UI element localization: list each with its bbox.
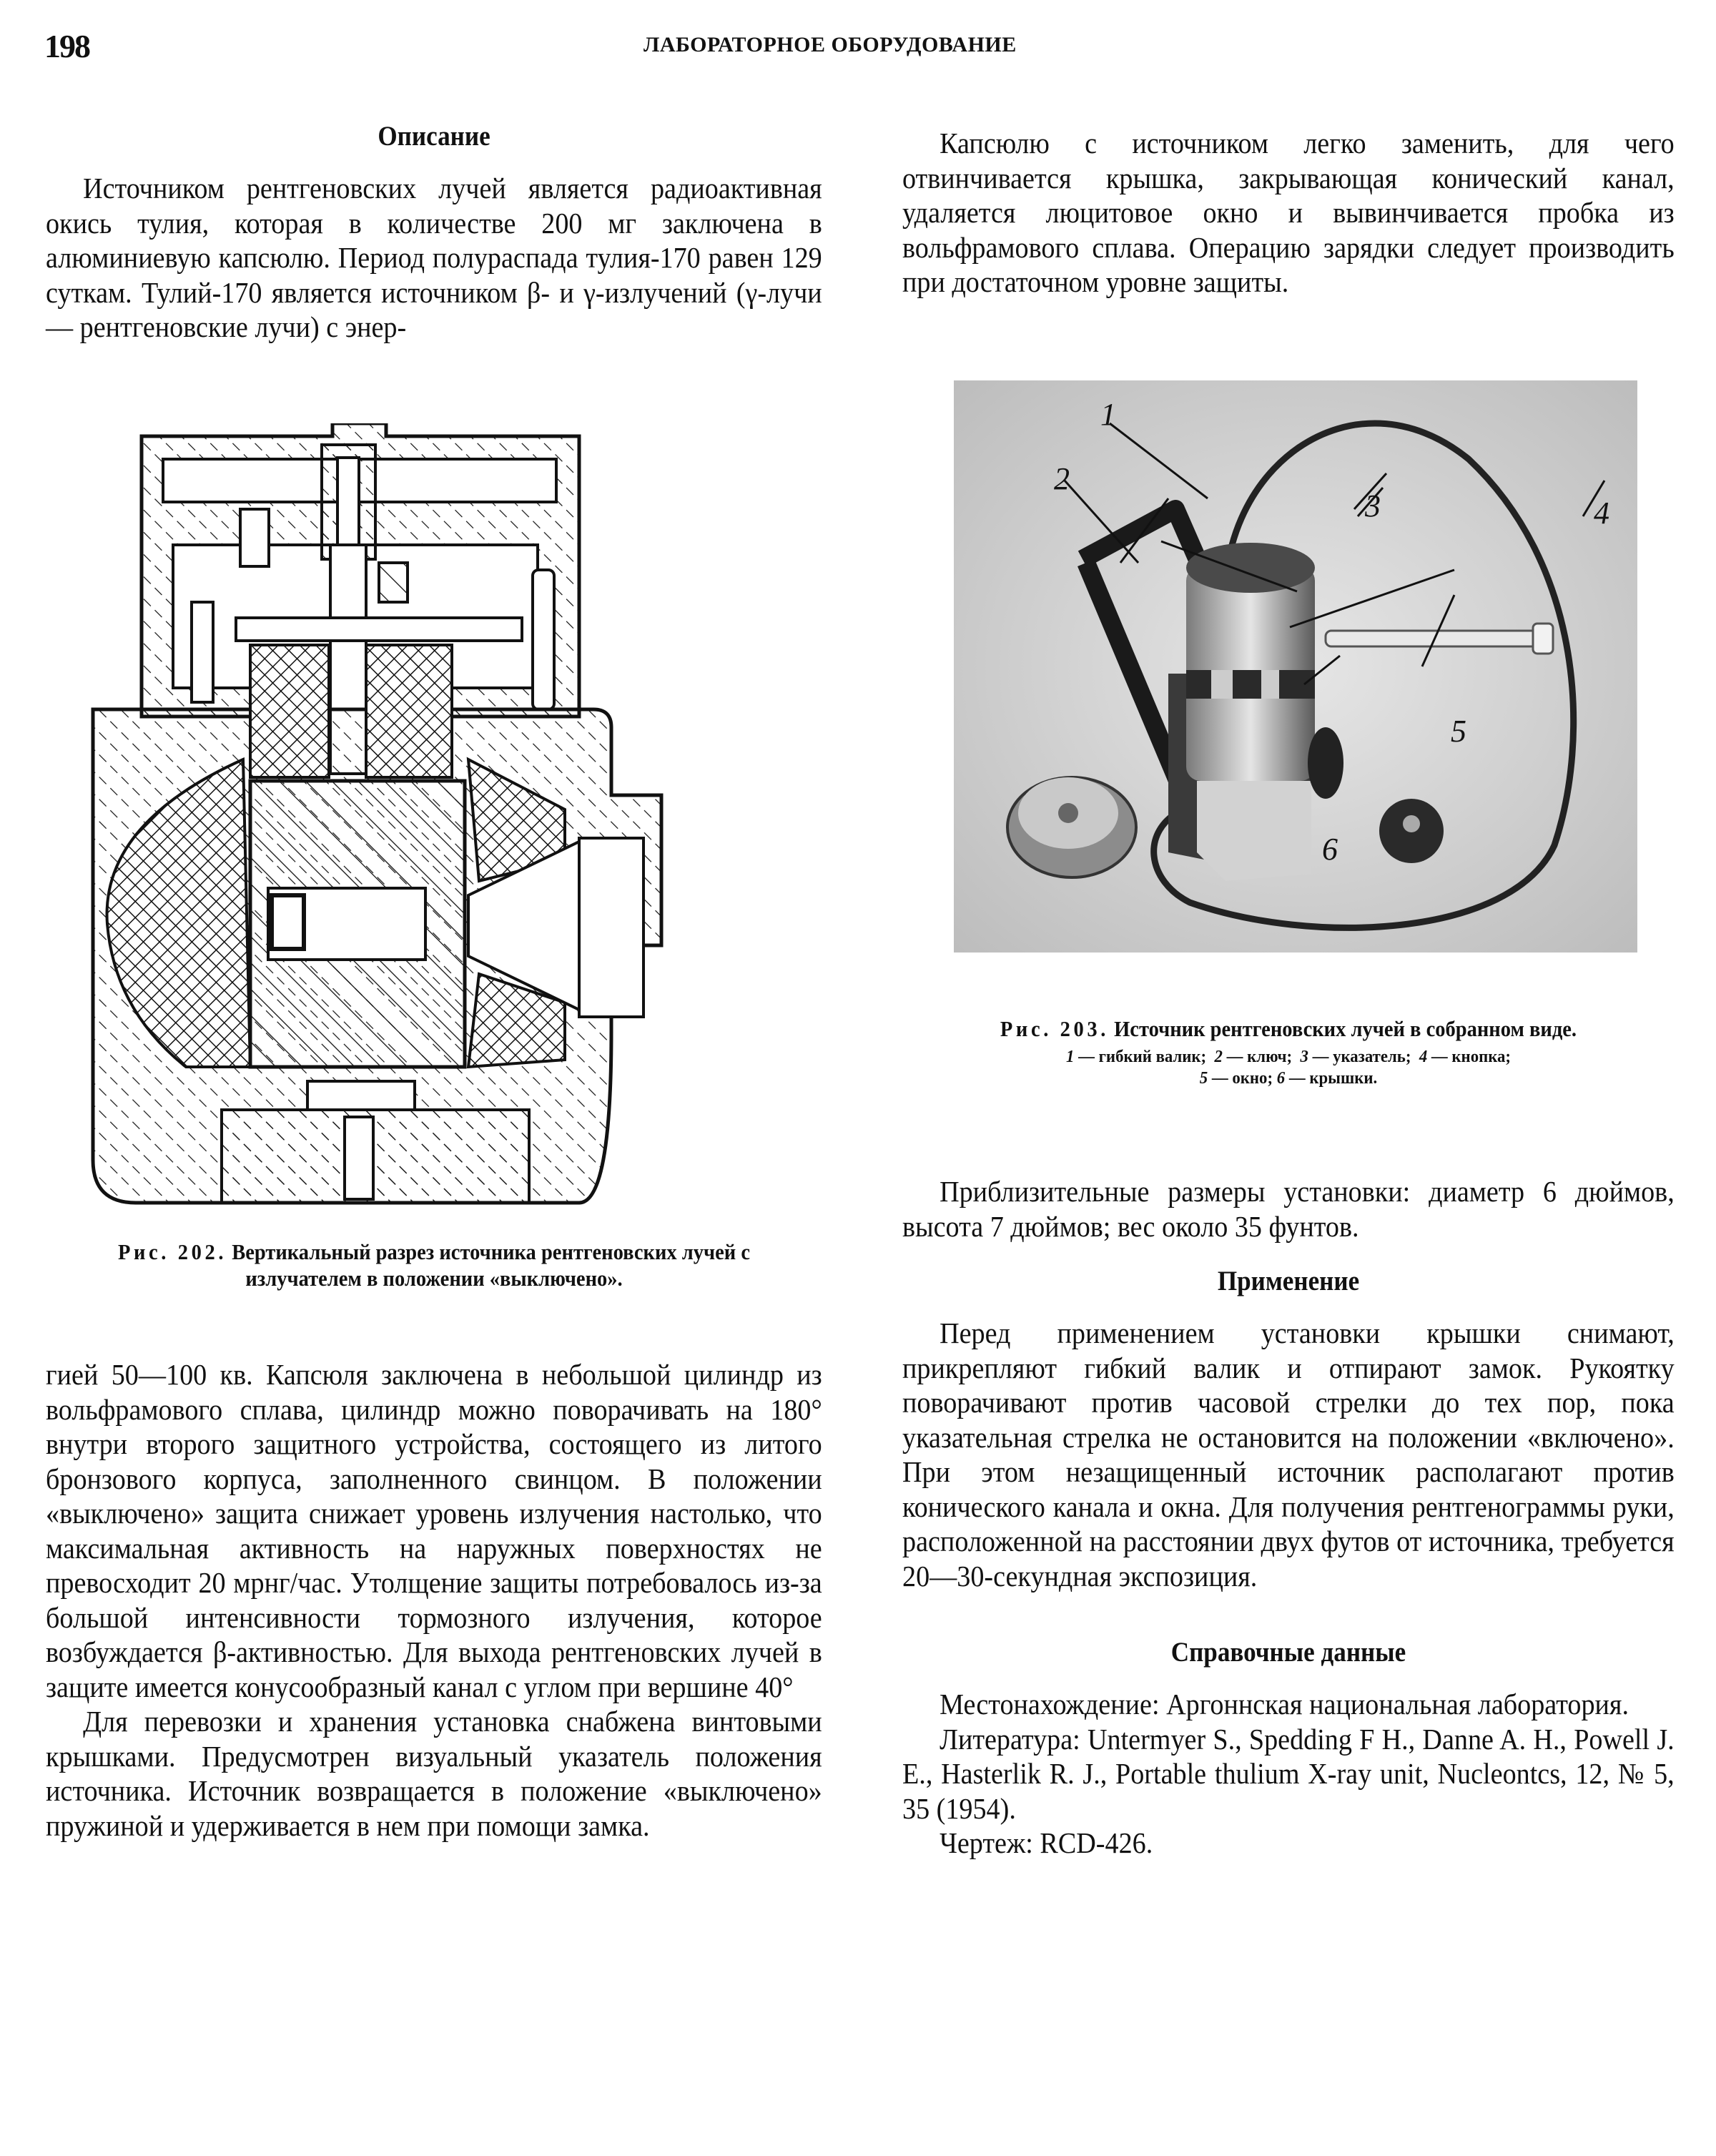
figure-203-caption-text: Источник рентгеновских лучей в собранном виде. (1114, 1016, 1577, 1041)
page-number: 198 (44, 28, 89, 64)
left-column-bottom (46, 1357, 822, 1843)
figure-202-label: Рис. 202. (117, 1239, 227, 1264)
paragraph-transport-storage: Для перевозки и хранения установка снабжена винтовыми крышками. Предусмотрен визуальный указатель положения источника. Источник возвращается в положение «выключено» пружиной и удерживается в нем при помощи замка. (46, 1705, 822, 1842)
right-column-top (902, 126, 1675, 300)
legend-item: 1 — гибкий валик; (1065, 1048, 1207, 1066)
legend-item: 4 — кнопка; (1419, 1048, 1512, 1066)
callout-6: 6 (1322, 832, 1338, 867)
figure-202-caption (77, 1239, 791, 1291)
left-column-top (46, 120, 822, 345)
section-title-application: Применение (1217, 1266, 1360, 1296)
figure-202-cross-section (79, 423, 815, 1210)
paragraph-application: Перед применением установки крышки снимают, прикрепляют гибкий валик и отпирают замок. Рукоятку поворачивают против часовой стрелки до тех пор, пока указательная стрелка не остановится на положении «включено». При этом незащищенный источник располагают против конического канала и окна. Для получения рентгенограммы руки, расположенной на расстоянии двух футов от источника, требуется 20—30-секундная экспозиция. (902, 1316, 1675, 1593)
callout-4: 4 (1594, 496, 1609, 531)
legend-item: 2 — ключ; (1214, 1048, 1293, 1066)
paragraph-source-intro: Источником рентгеновских лучей является радиоактивная окись тулия, которая в количестве 200 мг заключена в алюминиевую капсюлю. Период полураспада тулия-170 равен 129 суткам. Тулий-170 является источником β- и γ-излучений (γ-лучи — рентгеновские лучи) с энер- (46, 172, 822, 343)
right-column-bottom (902, 1174, 1675, 1861)
paragraph-source-continued: гией 50—100 кв. Капсюля заключена в небольшой цилиндр из вольфрамового сплава, цилиндр можно поворачивать на 180° внутри второго защитного устройства, состоящего из литого бронзового корпуса, заполненного свинцом. В положении «выключено» защита снижает уровень излучения настолько, что максимальная активность на наружных поверхностях не превосходит 20 мрнг/час. Утолщение защиты потребовалось из-за большой интенсивности тормозного излучения, которое возбуждается β-активностью. Для выхода рентгеновских лучей в защите имеется конусообразный канал с углом при вершине 40° (46, 1358, 822, 1703)
legend-item: 5 — окно; (1199, 1069, 1273, 1088)
figure-203-caption (933, 1015, 1644, 1042)
paragraph-dimensions: Приблизительные размеры установки: диаметр 6 дюймов, высота 7 дюймов; вес около 35 фунтов. (902, 1175, 1675, 1243)
section-title-reference: Справочные данные (1170, 1637, 1406, 1668)
callout-3: 3 (1365, 488, 1381, 523)
callout-5: 5 (1451, 714, 1466, 749)
reference-drawing: Чертеж: RCD-426. (940, 1826, 1153, 1859)
running-title: ЛАБОРАТОРНОЕ ОБОРУДОВАНИЕ (644, 33, 1017, 56)
legend-item: 6 — крышки. (1276, 1069, 1378, 1088)
section-title-description: Описание (378, 121, 490, 152)
callout-1: 1 (1100, 397, 1116, 432)
figure-203-caption-block (902, 1015, 1675, 1089)
figure-203-label: Рис. 203. (1000, 1016, 1109, 1041)
legend-item: 3 — указатель; (1300, 1048, 1411, 1066)
reference-literature: Литература: Untermyer S., Spedding F H., Danne A. H., Powell J. E., Hasterlik R. J., Portable thulium X-ray unit, Nucleontcs, 12, № 5, 35 (1954). (902, 1722, 1675, 1825)
callout-2: 2 (1054, 461, 1070, 496)
figure-203-legend (922, 1046, 1655, 1089)
figure-202-caption-text: Вертикальный разрез источника рентгеновских лучей с излучателем в положении «выключено». (232, 1239, 751, 1291)
reference-location: Местонахождение: Аргоннская национальная лаборатория. (940, 1688, 1629, 1721)
main-body (93, 645, 661, 1203)
paragraph-capsule-replacement: Капсюлю с источником легко заменить, для чего отвинчивается крышка, закрывающая конический канал, удаляется люцитовое окно и вывинчивается пробка из вольфрамового сплава. Операцию зарядки следует производить при достаточном уровне защиты. (902, 127, 1675, 298)
cross-section-drawing (79, 423, 815, 1210)
figure-203-photo (954, 380, 1637, 953)
